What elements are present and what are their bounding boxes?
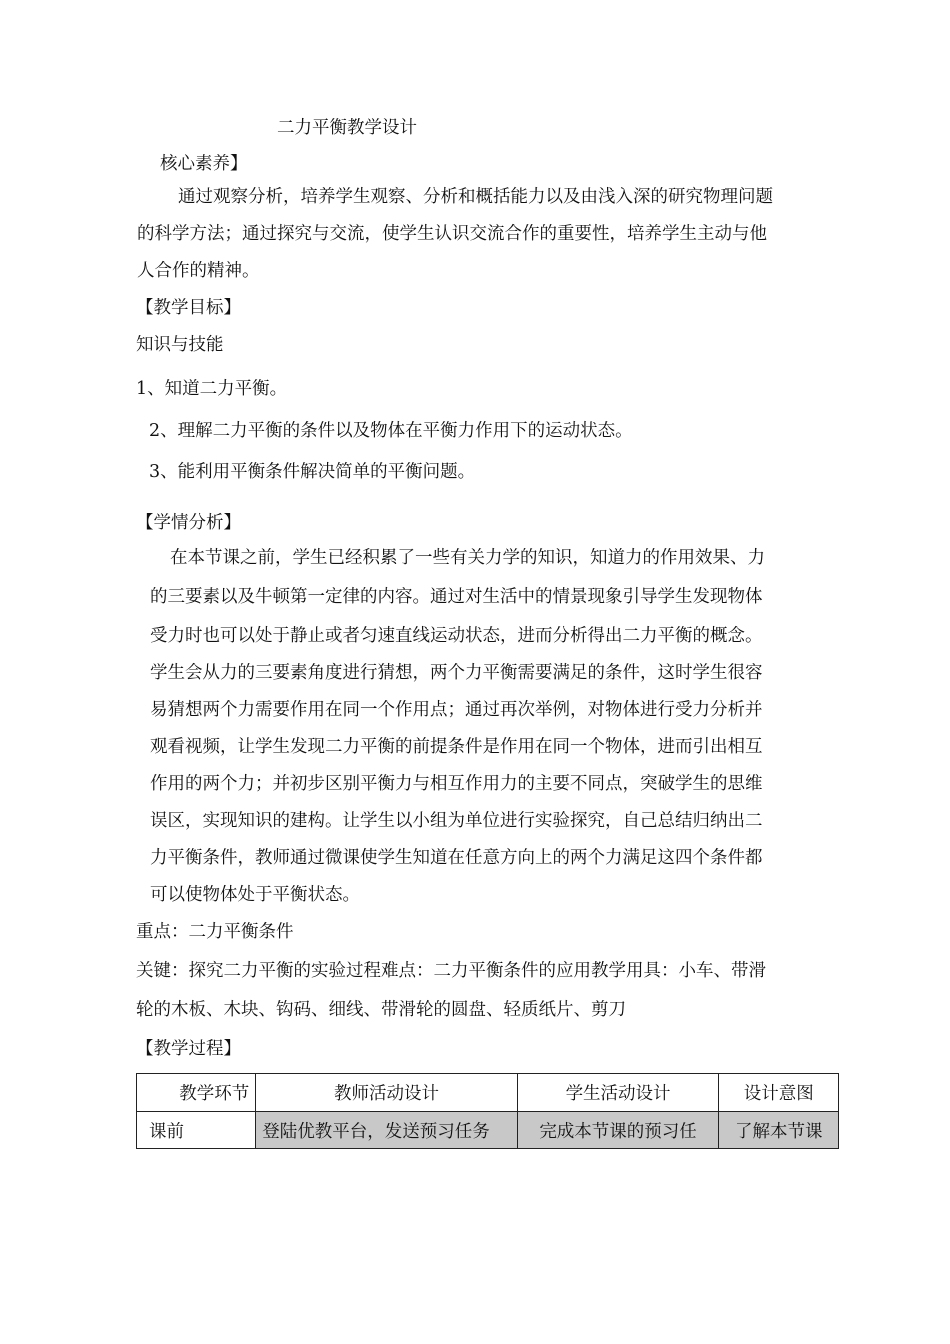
analysis-line: 作用的两个力；并初步区别平衡力与相互作用力的主要不同点，突破学生的思维 — [150, 774, 763, 794]
goals-heading: 【教学目标】 — [136, 298, 241, 318]
goal-item: 1、知道二力平衡。 — [136, 379, 288, 399]
analysis-line: 观看视频，让学生发现二力平衡的前提条件是作用在同一个物体，进而引出相互 — [150, 737, 763, 757]
process-table — [136, 1073, 839, 1149]
table-header-cell: 教师活动设计 — [256, 1074, 517, 1112]
analysis-line: 可以使物体处于平衡状态。 — [150, 885, 360, 905]
table-header-cell: 学生活动设计 — [517, 1074, 719, 1112]
process-heading: 【教学过程】 — [136, 1039, 241, 1059]
analysis-line: 的三要素以及牛顿第一定律的内容。通过对生活中的情景现象引导学生发现物体 — [150, 587, 763, 607]
core-line: 人合作的精神。 — [137, 261, 260, 281]
key-line: 关键：探究二力平衡的实验过程难点：二力平衡条件的应用教学用具：小车、带滑 — [136, 961, 766, 981]
table-cell: 课前 — [137, 1112, 256, 1149]
document-title: 二力平衡教学设计 — [277, 118, 417, 138]
goal-item: 3、能利用平衡条件解决简单的平衡问题。 — [149, 462, 476, 482]
analysis-line: 易猜想两个力需要作用在同一个作用点；通过再次举例，对物体进行受力分析并 — [150, 700, 763, 720]
table-header-cell: 教学环节 — [137, 1074, 256, 1112]
table-row — [137, 1112, 839, 1149]
goals-subheading: 知识与技能 — [136, 335, 224, 355]
table-cell: 了解本节课 — [719, 1112, 839, 1149]
analysis-line: 受力时也可以处于静止或者匀速直线运动状态，进而分析得出二力平衡的概念。 — [150, 626, 763, 646]
analysis-line: 在本节课之前，学生已经积累了一些有关力学的知识，知道力的作用效果、力 — [170, 548, 765, 568]
table-header-cell: 设计意图 — [719, 1074, 839, 1112]
key-point: 重点：二力平衡条件 — [136, 922, 294, 942]
analysis-heading: 【学情分析】 — [136, 513, 241, 533]
core-heading: 核心素养】 — [160, 154, 248, 174]
analysis-line: 力平衡条件，教师通过微课使学生知道在任意方向上的两个力满足这四个条件都 — [150, 848, 763, 868]
analysis-line: 学生会从力的三要素角度进行猜想，两个力平衡需要满足的条件，这时学生很容 — [150, 663, 763, 683]
table-cell: 登陆优教平台，发送预习任务 — [256, 1112, 517, 1149]
analysis-line: 误区，实现知识的建构。让学生以小组为单位进行实验探究，自己总结归纳出二 — [150, 811, 763, 831]
key-line: 轮的木板、木块、钩码、细线、带滑轮的圆盘、轻质纸片、剪刀 — [136, 1000, 626, 1020]
core-line: 的科学方法；通过探究与交流，使学生认识交流合作的重要性，培养学生主动与他 — [137, 224, 767, 244]
core-line: 通过观察分析，培养学生观察、分析和概括能力以及由浅入深的研究物理问题 — [178, 187, 773, 207]
table-cell: 完成本节课的预习任 — [517, 1112, 719, 1149]
goal-item: 2、理解二力平衡的条件以及物体在平衡力作用下的运动状态。 — [149, 421, 633, 441]
table-header-row — [137, 1074, 839, 1112]
